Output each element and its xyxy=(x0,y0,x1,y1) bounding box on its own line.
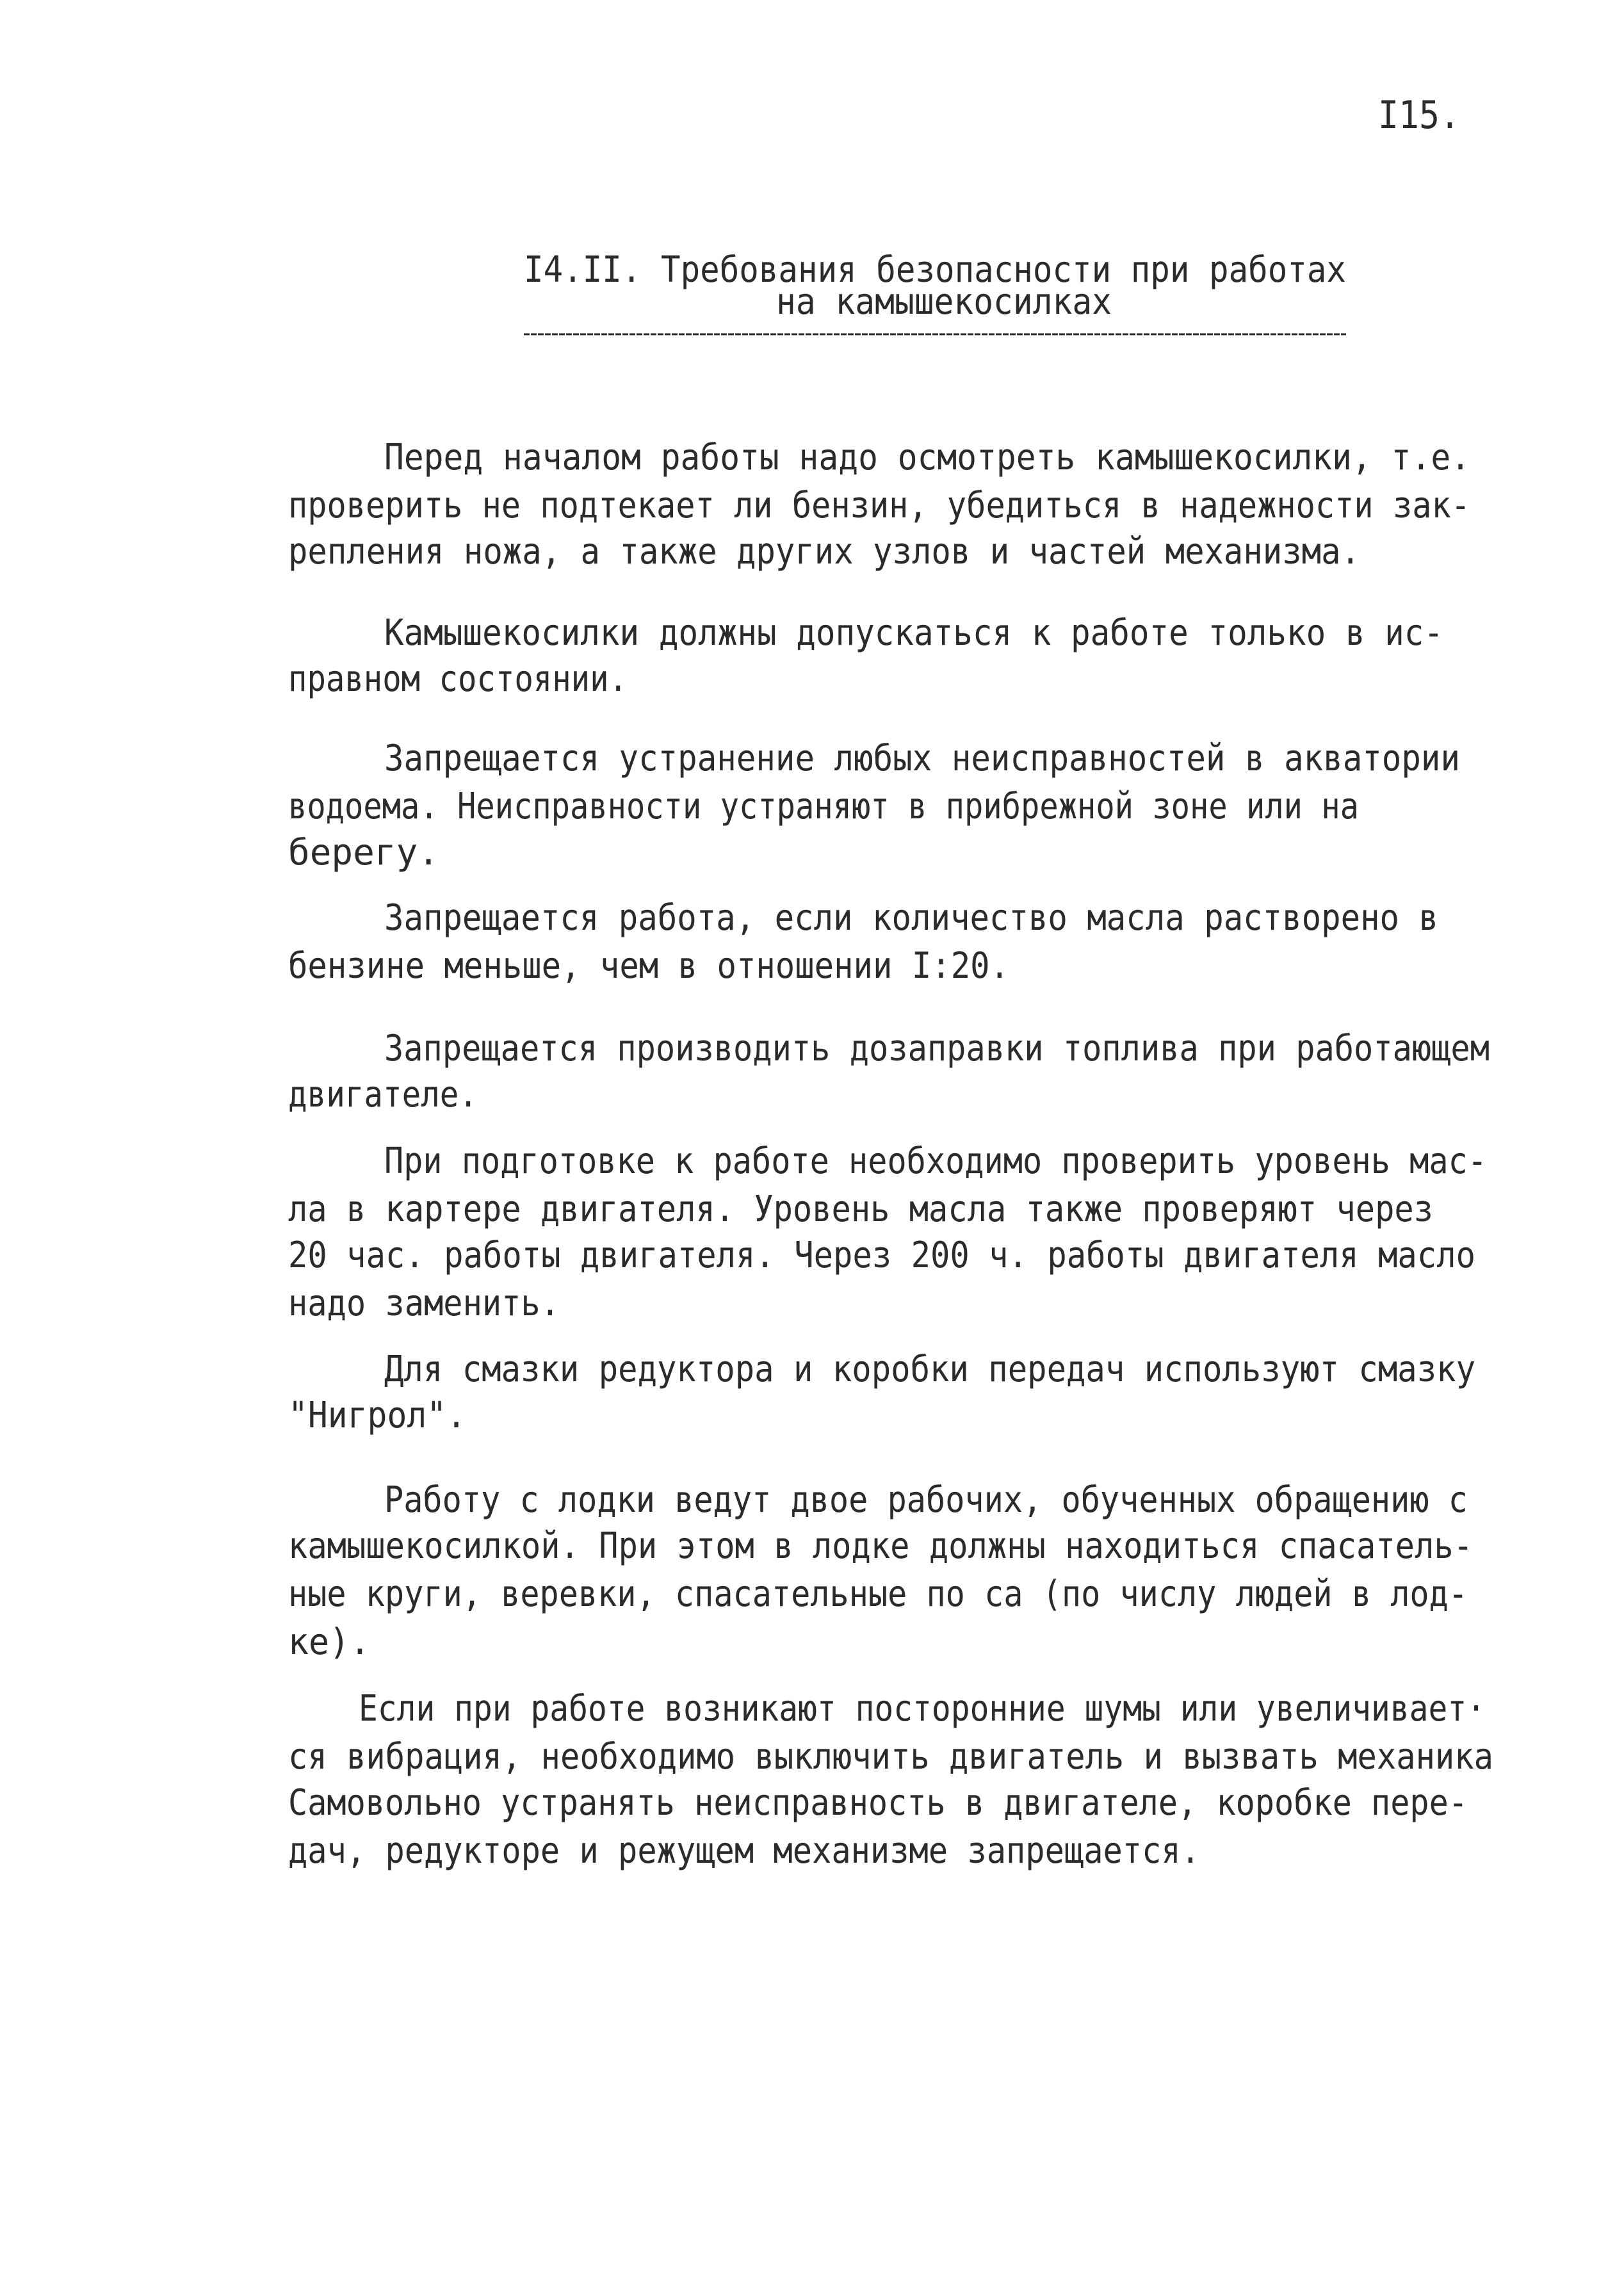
text-line: 20 час. работы двигателя. Через 200 ч. работы двигателя масло xyxy=(288,1235,1475,1276)
text-line: Работу с лодки ведут двое рабочих, обученных обращению с xyxy=(384,1479,1468,1521)
text-line: надо заменить. xyxy=(288,1283,560,1324)
text-line: Самовольно устранять неисправность в двигателе, коробке пере- xyxy=(288,1782,1468,1824)
heading-line-1: I4.II. Требования безопасности при работах xyxy=(524,249,1346,291)
text-line: бензине меньше, чем в отношении I:20. xyxy=(288,945,1009,987)
paragraph-refuelling xyxy=(288,1028,1490,1115)
text-line: берегу. xyxy=(288,832,439,873)
paragraph-oil-ratio xyxy=(288,897,1438,987)
text-line: водоема. Неисправности устраняют в прибрежной зоне или на xyxy=(288,786,1359,827)
text-line: проверить не подтекает ли бензин, убедиться в надежности зак- xyxy=(288,485,1470,526)
text-line: дач, редукторе и режущем механизме запрещается. xyxy=(288,1830,1200,1872)
text-line: репления ножа, а также других узлов и частей механизма. xyxy=(288,531,1360,572)
text-line: Для смазки редуктора и коробки передач используют смазку xyxy=(384,1349,1475,1390)
page-number: I15. xyxy=(1378,93,1460,138)
text-line: Если при работе возникают посторонние шумы или увеличивает· xyxy=(359,1688,1486,1730)
text-line: При подготовке к работе необходимо проверить уровень мас- xyxy=(384,1140,1487,1182)
section-heading xyxy=(524,249,1346,334)
text-line: правном состоянии. xyxy=(288,658,628,700)
text-line: Камышекосилки должны допускаться к работе только в ис- xyxy=(384,612,1443,654)
paragraph-oil-level xyxy=(288,1140,1487,1324)
text-line: ке). xyxy=(288,1621,370,1663)
text-line: Запрещается устранение любых неисправностей в акватории xyxy=(384,738,1460,779)
heading-line-2: на камышекосилках xyxy=(776,281,1112,323)
text-line: ные круги, веревки, спасательные по са (по числу людей в лод- xyxy=(288,1573,1468,1615)
text-line: ся вибрация, необходимо выключить двигатель и вызвать механика xyxy=(288,1736,1493,1778)
paragraph-boat-crew xyxy=(288,1479,1473,1663)
text-line: Перед началом работы надо осмотреть камышекосилки, т.е. xyxy=(384,437,1470,478)
text-line: двигателе. xyxy=(288,1074,478,1115)
paragraph-repairs-ban xyxy=(288,738,1460,873)
paragraph-noise-vibration xyxy=(288,1688,1493,1872)
text-line: Запрещается работа, если количество масла растворено в xyxy=(384,897,1438,939)
text-line: Запрещается производить дозаправки топлива при работающем xyxy=(384,1028,1490,1069)
document-body xyxy=(288,437,1493,1872)
text-line: камышекосилкой. При этом в лодке должны находиться спасатель- xyxy=(288,1525,1473,1567)
text-line: "Нигрол". xyxy=(288,1395,466,1436)
paragraph-inspection xyxy=(288,437,1470,572)
paragraph-lubrication xyxy=(288,1349,1475,1436)
paragraph-serviceable-condition xyxy=(288,612,1443,700)
text-line: ла в картере двигателя. Уровень масла также проверяют через xyxy=(288,1188,1433,1230)
